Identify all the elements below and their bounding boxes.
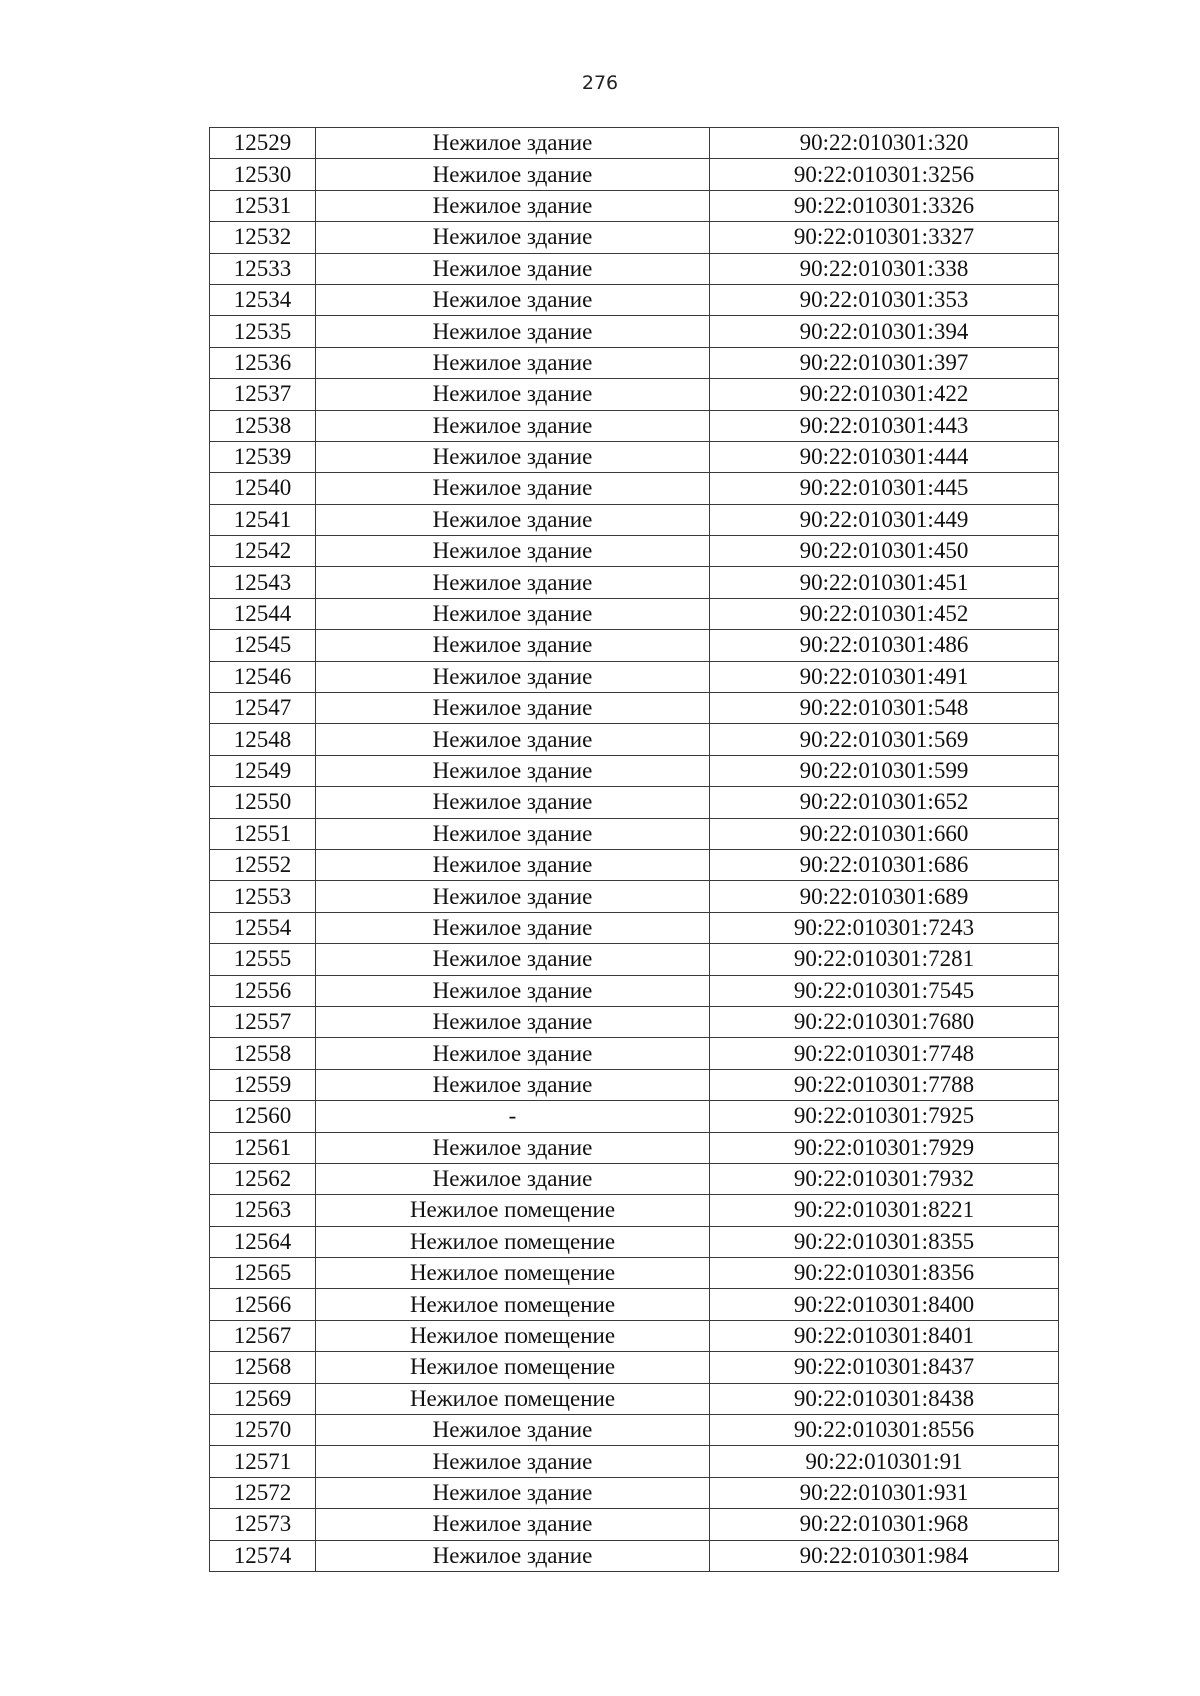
object-type-cell: Нежилое здание [316,410,710,441]
object-type-cell: Нежилое здание [316,128,710,159]
table-row [210,284,1059,315]
table-row [210,598,1059,629]
table-row [210,410,1059,441]
cadastral-number-cell: 90:22:010301:3327 [710,222,1059,253]
row-number-cell: 12556 [210,975,316,1006]
cadastral-number-cell: 90:22:010301:91 [710,1446,1059,1477]
table-row [210,1195,1059,1226]
row-number-cell: 12573 [210,1509,316,1540]
object-type-cell: Нежилое здание [316,536,710,567]
row-number-cell: 12571 [210,1446,316,1477]
cadastral-number-cell: 90:22:010301:8400 [710,1289,1059,1320]
row-number-cell: 12543 [210,567,316,598]
cadastral-number-cell: 90:22:010301:7281 [710,944,1059,975]
object-type-cell: Нежилое здание [316,693,710,724]
object-type-cell: Нежилое помещение [316,1320,710,1351]
row-number-cell: 12545 [210,630,316,661]
row-number-cell: 12535 [210,316,316,347]
cadastral-number-cell: 90:22:010301:7929 [710,1132,1059,1163]
table-row [210,693,1059,724]
table-row [210,159,1059,190]
cadastral-number-cell: 90:22:010301:7925 [710,1101,1059,1132]
row-number-cell: 12541 [210,504,316,535]
row-number-cell: 12567 [210,1320,316,1351]
row-number-cell: 12546 [210,661,316,692]
row-number-cell: 12550 [210,787,316,818]
row-number-cell: 12529 [210,128,316,159]
row-number-cell: 12565 [210,1258,316,1289]
object-type-cell: Нежилое здание [316,316,710,347]
cadastral-number-cell: 90:22:010301:449 [710,504,1059,535]
object-type-cell: Нежилое здание [316,787,710,818]
table-row [210,1352,1059,1383]
object-type-cell: Нежилое здание [316,598,710,629]
cadastral-number-cell: 90:22:010301:451 [710,567,1059,598]
row-number-cell: 12566 [210,1289,316,1320]
object-type-cell: Нежилое здание [316,661,710,692]
object-type-cell: Нежилое здание [316,347,710,378]
cadastral-number-cell: 90:22:010301:445 [710,473,1059,504]
table-row [210,1509,1059,1540]
cadastral-number-cell: 90:22:010301:8356 [710,1258,1059,1289]
object-type-cell: Нежилое помещение [316,1258,710,1289]
cadastral-number-cell: 90:22:010301:320 [710,128,1059,159]
cadastral-number-cell: 90:22:010301:984 [710,1540,1059,1571]
cadastral-number-cell: 90:22:010301:689 [710,881,1059,912]
table-row [210,253,1059,284]
cadastral-number-cell: 90:22:010301:8556 [710,1415,1059,1446]
table-row [210,316,1059,347]
row-number-cell: 12538 [210,410,316,441]
row-number-cell: 12548 [210,724,316,755]
table-row [210,724,1059,755]
table-row [210,1258,1059,1289]
row-number-cell: 12540 [210,473,316,504]
object-type-cell: Нежилое помещение [316,1289,710,1320]
cadastral-number-cell: 90:22:010301:353 [710,284,1059,315]
table-row [210,661,1059,692]
row-number-cell: 12554 [210,912,316,943]
table-row [210,379,1059,410]
table-row [210,912,1059,943]
object-type-cell: Нежилое здание [316,473,710,504]
object-type-cell: Нежилое здание [316,159,710,190]
table-row [210,1101,1059,1132]
object-type-cell: Нежилое помещение [316,1195,710,1226]
object-type-cell: Нежилое здание [316,818,710,849]
object-type-cell: Нежилое здание [316,567,710,598]
table-row [210,1415,1059,1446]
table-row [210,1446,1059,1477]
cadastral-number-cell: 90:22:010301:660 [710,818,1059,849]
table-row [210,504,1059,535]
row-number-cell: 12533 [210,253,316,284]
row-number-cell: 12532 [210,222,316,253]
table-row [210,473,1059,504]
cadastral-number-cell: 90:22:010301:569 [710,724,1059,755]
table-row [210,881,1059,912]
table-row [210,1163,1059,1194]
cadastral-number-cell: 90:22:010301:444 [710,441,1059,472]
object-type-cell: Нежилое здание [316,1163,710,1194]
object-type-cell: Нежилое здание [316,1509,710,1540]
row-number-cell: 12551 [210,818,316,849]
object-type-cell: Нежилое помещение [316,1226,710,1257]
table-row [210,1006,1059,1037]
table-row [210,1477,1059,1508]
cadastral-number-cell: 90:22:010301:422 [710,379,1059,410]
object-type-cell: Нежилое здание [316,190,710,221]
table-row [210,128,1059,159]
cadastral-number-cell: 90:22:010301:491 [710,661,1059,692]
cadastral-number-cell: 90:22:010301:8355 [710,1226,1059,1257]
row-number-cell: 12557 [210,1006,316,1037]
table-row [210,1132,1059,1163]
object-type-cell: Нежилое здание [316,755,710,786]
row-number-cell: 12558 [210,1038,316,1069]
object-type-cell: Нежилое здание [316,912,710,943]
cadastral-number-cell: 90:22:010301:486 [710,630,1059,661]
object-type-cell: Нежилое здание [316,975,710,1006]
table-row [210,190,1059,221]
table-row [210,1038,1059,1069]
cadastral-number-cell: 90:22:010301:686 [710,849,1059,880]
cadastral-number-cell: 90:22:010301:3326 [710,190,1059,221]
row-number-cell: 12553 [210,881,316,912]
row-number-cell: 12564 [210,1226,316,1257]
object-type-cell: Нежилое здание [316,441,710,472]
table-row [210,347,1059,378]
object-type-cell: Нежилое здание [316,253,710,284]
row-number-cell: 12549 [210,755,316,786]
table-row [210,944,1059,975]
cadastral-number-cell: 90:22:010301:338 [710,253,1059,284]
cadastral-number-cell: 90:22:010301:968 [710,1509,1059,1540]
table-row [210,630,1059,661]
cadastral-number-cell: 90:22:010301:931 [710,1477,1059,1508]
table-row [210,1289,1059,1320]
cadastral-number-cell: 90:22:010301:652 [710,787,1059,818]
cadastral-number-cell: 90:22:010301:599 [710,755,1059,786]
cadastral-number-cell: 90:22:010301:397 [710,347,1059,378]
cadastral-number-cell: 90:22:010301:394 [710,316,1059,347]
cadastral-number-cell: 90:22:010301:7680 [710,1006,1059,1037]
registry-table-body [210,128,1059,1572]
cadastral-number-cell: 90:22:010301:7932 [710,1163,1059,1194]
cadastral-number-cell: 90:22:010301:7788 [710,1069,1059,1100]
table-row [210,818,1059,849]
row-number-cell: 12531 [210,190,316,221]
table-row [210,849,1059,880]
object-type-cell: Нежилое здание [316,1415,710,1446]
row-number-cell: 12562 [210,1163,316,1194]
row-number-cell: 12547 [210,693,316,724]
table-row [210,1069,1059,1100]
row-number-cell: 12560 [210,1101,316,1132]
row-number-cell: 12559 [210,1069,316,1100]
cadastral-number-cell: 90:22:010301:7545 [710,975,1059,1006]
row-number-cell: 12563 [210,1195,316,1226]
cadastral-number-cell: 90:22:010301:7243 [710,912,1059,943]
object-type-cell: Нежилое здание [316,944,710,975]
row-number-cell: 12572 [210,1477,316,1508]
object-type-cell: Нежилое здание [316,222,710,253]
object-type-cell: Нежилое здание [316,1006,710,1037]
object-type-cell: Нежилое здание [316,284,710,315]
table-row [210,567,1059,598]
cadastral-number-cell: 90:22:010301:8437 [710,1352,1059,1383]
object-type-cell: Нежилое здание [316,1477,710,1508]
row-number-cell: 12542 [210,536,316,567]
object-type-cell: Нежилое здание [316,1132,710,1163]
object-type-cell: Нежилое здание [316,1540,710,1571]
object-type-cell: - [316,1101,710,1132]
object-type-cell: Нежилое помещение [316,1383,710,1414]
row-number-cell: 12552 [210,849,316,880]
object-type-cell: Нежилое здание [316,724,710,755]
cadastral-number-cell: 90:22:010301:450 [710,536,1059,567]
cadastral-number-cell: 90:22:010301:7748 [710,1038,1059,1069]
object-type-cell: Нежилое помещение [316,1352,710,1383]
cadastral-number-cell: 90:22:010301:548 [710,693,1059,724]
object-type-cell: Нежилое здание [316,504,710,535]
table-row [210,441,1059,472]
row-number-cell: 12539 [210,441,316,472]
registry-table [209,127,1059,1572]
object-type-cell: Нежилое здание [316,849,710,880]
row-number-cell: 12555 [210,944,316,975]
object-type-cell: Нежилое здание [316,1069,710,1100]
cadastral-number-cell: 90:22:010301:8438 [710,1383,1059,1414]
table-row [210,222,1059,253]
row-number-cell: 12569 [210,1383,316,1414]
object-type-cell: Нежилое здание [316,379,710,410]
object-type-cell: Нежилое здание [316,881,710,912]
cadastral-number-cell: 90:22:010301:8401 [710,1320,1059,1351]
table-row [210,1226,1059,1257]
row-number-cell: 12574 [210,1540,316,1571]
row-number-cell: 12536 [210,347,316,378]
object-type-cell: Нежилое здание [316,1038,710,1069]
row-number-cell: 12530 [210,159,316,190]
cadastral-number-cell: 90:22:010301:443 [710,410,1059,441]
table-row [210,755,1059,786]
table-row [210,536,1059,567]
cadastral-number-cell: 90:22:010301:452 [710,598,1059,629]
row-number-cell: 12561 [210,1132,316,1163]
cadastral-number-cell: 90:22:010301:3256 [710,159,1059,190]
cadastral-number-cell: 90:22:010301:8221 [710,1195,1059,1226]
row-number-cell: 12570 [210,1415,316,1446]
row-number-cell: 12537 [210,379,316,410]
row-number-cell: 12534 [210,284,316,315]
table-row [210,1540,1059,1571]
object-type-cell: Нежилое здание [316,1446,710,1477]
row-number-cell: 12544 [210,598,316,629]
row-number-cell: 12568 [210,1352,316,1383]
table-row [210,1383,1059,1414]
table-row [210,1320,1059,1351]
object-type-cell: Нежилое здание [316,630,710,661]
table-row [210,787,1059,818]
table-row [210,975,1059,1006]
page-number: 276 [581,72,619,94]
